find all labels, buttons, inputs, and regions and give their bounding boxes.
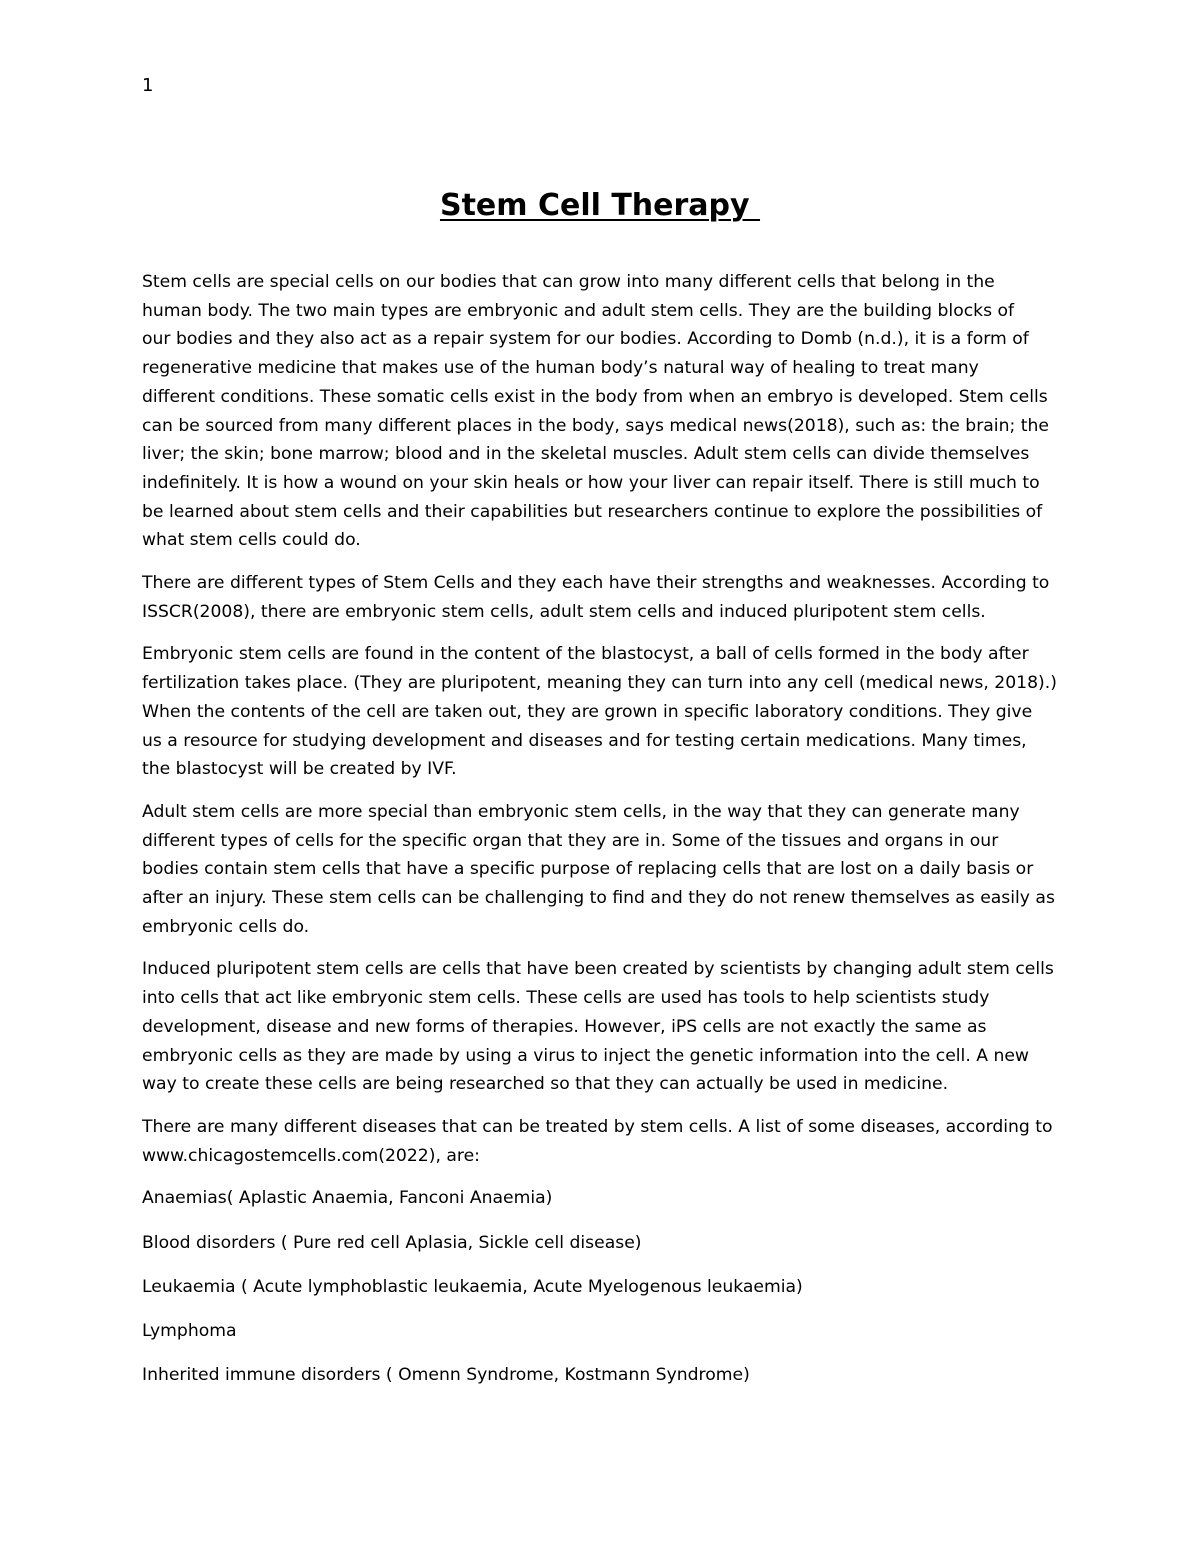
paragraph-line: There are many different diseases that can be treated by stem cells. A list of some diseases, according to <box>142 1116 1053 1137</box>
paragraph-line: the blastocyst will be created by IVF. <box>142 759 457 780</box>
list-item: Inherited immune disorders ( Omenn Syndrome, Kostmann Syndrome) <box>142 1365 750 1386</box>
paragraph-line: Adult stem cells are more special than embryonic stem cells, in the way that they can generate many <box>142 801 1020 822</box>
paragraph-line: different types of cells for the specific organ that they are in. Some of the tissues and organs in our <box>142 830 999 851</box>
paragraph-line: When the contents of the cell are taken out, they are grown in specific laboratory conditions. They give <box>142 701 1033 722</box>
body-paragraph <box>142 640 1057 784</box>
paragraph-line: liver; the skin; bone marrow; blood and in the skeletal muscles. Adult stem cells can divide themselves <box>142 444 1030 465</box>
paragraph-line: embryonic cells do. <box>142 916 310 937</box>
body-paragraph <box>142 955 1054 1099</box>
list-item: Anaemias( Aplastic Anaemia, Fanconi Anaemia) <box>142 1188 553 1209</box>
list-item: Lymphoma <box>142 1321 237 1341</box>
paragraph-line: us a resource for studying development and diseases and for testing certain medications. Many times, <box>142 730 1027 751</box>
paragraph-line: after an injury. These stem cells can be challenging to find and they do not renew themselves as easily as <box>142 888 1055 909</box>
list-item: Blood disorders ( Pure red cell Aplasia, Sickle cell disease) <box>142 1232 642 1253</box>
paragraph-line: human body. The two main types are embryonic and adult stem cells. They are the building blocks of <box>142 300 1015 321</box>
paragraph-line: indefinitely. It is how a wound on your skin heals or how your liver can repair itself. There is still much to <box>142 472 1040 493</box>
paragraph-line: ISSCR(2008), there are embryonic stem cells, adult stem cells and induced pluripotent stem cells. <box>142 601 986 622</box>
document-body <box>142 268 1057 1405</box>
paragraph-line: There are different types of Stem Cells and they each have their strengths and weaknesses. According to <box>142 573 1050 594</box>
disease-list <box>142 1184 1054 1390</box>
paragraph-line: regenerative medicine that makes use of the human body’s natural way of healing to treat many <box>142 358 979 379</box>
paragraph-line: way to create these cells are being researched so that they can actually be used in medicine. <box>142 1074 949 1095</box>
document-title: Stem Cell Therapy <box>439 188 761 223</box>
paragraph-line: our bodies and they also act as a repair system for our bodies. According to Domb (n.d.), it is a form of <box>142 329 1029 350</box>
paragraph-line: be learned about stem cells and their capabilities but researchers continue to explore the possibilities of <box>142 501 1043 522</box>
list-item: Leukaemia ( Acute lymphoblastic leukaemia, Acute Myelogenous leukaemia) <box>142 1276 803 1297</box>
paragraph-line: Induced pluripotent stem cells are cells that have been created by scientists by changing adult stem cells <box>142 959 1054 980</box>
paragraph-line: can be sourced from many different places in the body, says medical news(2018), such as: the brain; the <box>142 415 1049 436</box>
paragraph-line: embryonic cells as they are made by using a virus to inject the genetic information into the cell. A new <box>142 1045 1029 1066</box>
paragraph-line: www.chicagostemcells.com(2022), are: <box>142 1145 480 1166</box>
paragraph-line: what stem cells could do. <box>142 530 361 551</box>
paragraph-line: different conditions. These somatic cells exist in the body from when an embryo is developed. Stem cells <box>142 386 1048 407</box>
paragraph-line: fertilization takes place. (They are pluripotent, meaning they can turn into any cell (medical news, 2018).) <box>142 673 1057 694</box>
paragraph-line: bodies contain stem cells that have a specific purpose of replacing cells that are lost on a daily basis or <box>142 859 1034 880</box>
paragraph-line: development, disease and new forms of therapies. However, iPS cells are not exactly the same as <box>142 1016 987 1037</box>
paragraph-line: into cells that act like embryonic stem cells. These cells are used has tools to help scientists study <box>142 988 990 1009</box>
body-paragraph <box>142 569 1054 626</box>
body-paragraph <box>142 268 1054 555</box>
paragraph-line: Stem cells are special cells on our bodies that can grow into many different cells that belong in the <box>142 272 995 292</box>
body-paragraph <box>142 1113 1054 1170</box>
paragraph-group <box>142 268 1057 1170</box>
paragraph-line: Embryonic stem cells are found in the content of the blastocyst, a ball of cells formed in the body after <box>142 644 1029 665</box>
page-number: 1 <box>142 75 154 96</box>
body-paragraph <box>142 798 1054 942</box>
